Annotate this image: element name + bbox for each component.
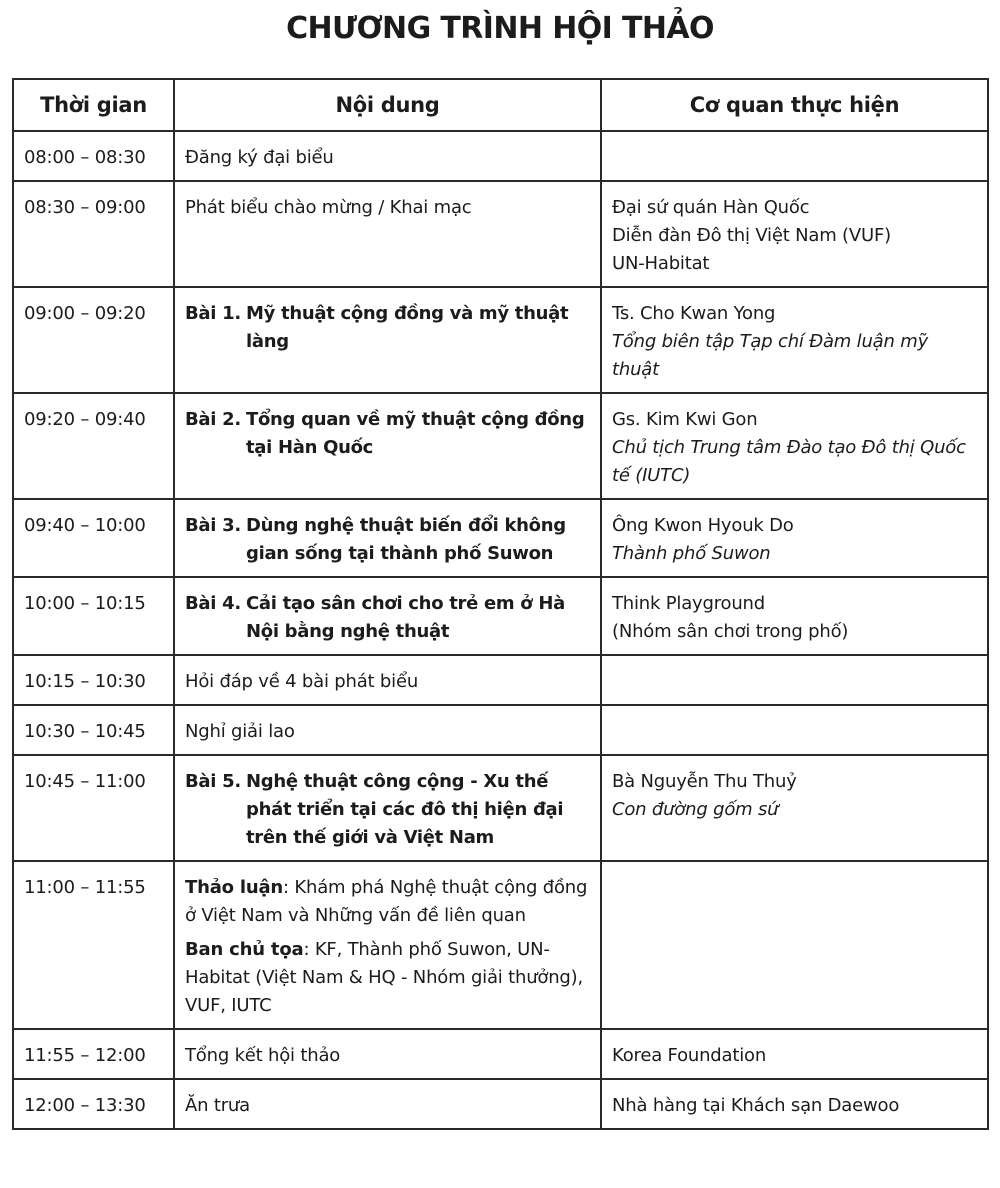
speaker-affiliation: Tổng biên tập Tạp chí Đàm luận mỹ thuật — [612, 331, 929, 380]
talk-heading — [185, 512, 590, 568]
page-title: CHƯƠNG TRÌNH HỘI THẢO — [286, 11, 714, 46]
time-cell: 08:30 – 09:00 — [13, 181, 174, 287]
time-cell: 10:15 – 10:30 — [13, 655, 174, 705]
table-row — [13, 181, 988, 287]
chair-label: Ban chủ tọa — [185, 939, 304, 960]
org-cell — [601, 499, 988, 577]
speaker-affiliation: Con đường gốm sứ — [612, 799, 779, 820]
agenda-table — [12, 78, 989, 1130]
org-line: Korea Foundation — [612, 1045, 767, 1066]
content-cell: Phát biểu chào mừng / Khai mạc — [174, 181, 601, 287]
table-row — [13, 861, 988, 1029]
speaker-affiliation: Chủ tịch Trung tâm Đào tạo Đô thị Quốc tế (IUTC) — [612, 437, 966, 486]
talk-number: Bài 3. — [185, 515, 241, 536]
column-header-time: Thời gian — [13, 79, 174, 131]
org-cell — [601, 1029, 988, 1079]
org-cell — [601, 861, 988, 1029]
speaker-name: Ông Kwon Hyouk Do — [612, 515, 794, 536]
table-row — [13, 1029, 988, 1079]
time-cell: 11:00 – 11:55 — [13, 861, 174, 1029]
discussion-label: Thảo luận — [185, 877, 284, 898]
content-cell — [174, 755, 601, 861]
content-cell — [174, 393, 601, 499]
org-cell — [601, 577, 988, 655]
chair-text: : KF, Thành phố Suwon, UN-Habitat (Việt Nam & HQ - Nhóm giải thưởng), VUF, IUTC — [185, 939, 583, 1016]
column-header-content: Nội dung — [174, 79, 601, 131]
chair-block — [185, 936, 590, 1020]
org-cell — [601, 755, 988, 861]
table-row — [13, 499, 988, 577]
table-row — [13, 705, 988, 755]
time-cell: 08:00 – 08:30 — [13, 131, 174, 181]
talk-title: Mỹ thuật cộng đồng và mỹ thuật làng — [246, 303, 569, 352]
table-row — [13, 393, 988, 499]
content-cell — [174, 577, 601, 655]
time-cell: 09:40 – 10:00 — [13, 499, 174, 577]
org-line: Diễn đàn Đô thị Việt Nam (VUF) — [612, 225, 891, 246]
content-cell: Đăng ký đại biểu — [174, 131, 601, 181]
org-line: Đại sứ quán Hàn Quốc — [612, 197, 810, 218]
discussion-block — [185, 874, 590, 930]
org-cell — [601, 181, 988, 287]
discussion-text: : Khám phá Nghệ thuật cộng đồng ở Việt Nam và Những vấn đề liên quan — [185, 877, 588, 926]
time-cell: 11:55 – 12:00 — [13, 1029, 174, 1079]
org-line: UN-Habitat — [612, 253, 710, 274]
org-cell — [601, 1079, 988, 1129]
table-row — [13, 287, 988, 393]
speaker-name: Gs. Kim Kwi Gon — [612, 409, 758, 430]
table-row — [13, 131, 988, 181]
talk-number: Bài 1. — [185, 303, 241, 324]
talk-heading — [185, 406, 590, 462]
talk-heading — [185, 300, 590, 356]
speaker-name: Ts. Cho Kwan Yong — [612, 303, 776, 324]
talk-heading — [185, 590, 590, 646]
talk-title: Nghệ thuật công cộng - Xu thế phát triển tại các đô thị hiện đại trên thế giới và Việt Nam — [246, 771, 564, 848]
speaker-name: Bà Nguyễn Thu Thuỷ — [612, 771, 797, 792]
time-cell: 10:00 – 10:15 — [13, 577, 174, 655]
time-cell: 09:00 – 09:20 — [13, 287, 174, 393]
table-row — [13, 1079, 988, 1129]
content-cell: Ăn trưa — [174, 1079, 601, 1129]
talk-number: Bài 5. — [185, 771, 241, 792]
org-cell — [601, 131, 988, 181]
content-cell — [174, 499, 601, 577]
org-line: Nhà hàng tại Khách sạn Daewoo — [612, 1095, 900, 1116]
talk-number: Bài 2. — [185, 409, 241, 430]
org-cell — [601, 705, 988, 755]
time-cell: 10:45 – 11:00 — [13, 755, 174, 861]
org-cell — [601, 287, 988, 393]
talk-number: Bài 4. — [185, 593, 241, 614]
org-cell — [601, 393, 988, 499]
table-row — [13, 755, 988, 861]
talk-title: Tổng quan về mỹ thuật cộng đồng tại Hàn Quốc — [246, 409, 585, 458]
org-cell — [601, 655, 988, 705]
org-line: Think Playground — [612, 593, 765, 614]
table-row — [13, 577, 988, 655]
talk-title: Dùng nghệ thuật biến đổi không gian sống tại thành phố Suwon — [246, 515, 566, 564]
content-cell: Hỏi đáp về 4 bài phát biểu — [174, 655, 601, 705]
org-line: (Nhóm sân chơi trong phố) — [612, 621, 849, 642]
time-cell: 09:20 – 09:40 — [13, 393, 174, 499]
content-cell: Tổng kết hội thảo — [174, 1029, 601, 1079]
talk-heading — [185, 768, 590, 852]
time-cell: 12:00 – 13:30 — [13, 1079, 174, 1129]
time-cell: 10:30 – 10:45 — [13, 705, 174, 755]
speaker-affiliation: Thành phố Suwon — [612, 543, 771, 564]
content-cell — [174, 287, 601, 393]
column-header-org: Cơ quan thực hiện — [601, 79, 988, 131]
header-row — [13, 79, 988, 131]
table-row — [13, 655, 988, 705]
content-cell: Nghỉ giải lao — [174, 705, 601, 755]
talk-title: Cải tạo sân chơi cho trẻ em ở Hà Nội bằng nghệ thuật — [246, 593, 565, 642]
content-cell — [174, 861, 601, 1029]
